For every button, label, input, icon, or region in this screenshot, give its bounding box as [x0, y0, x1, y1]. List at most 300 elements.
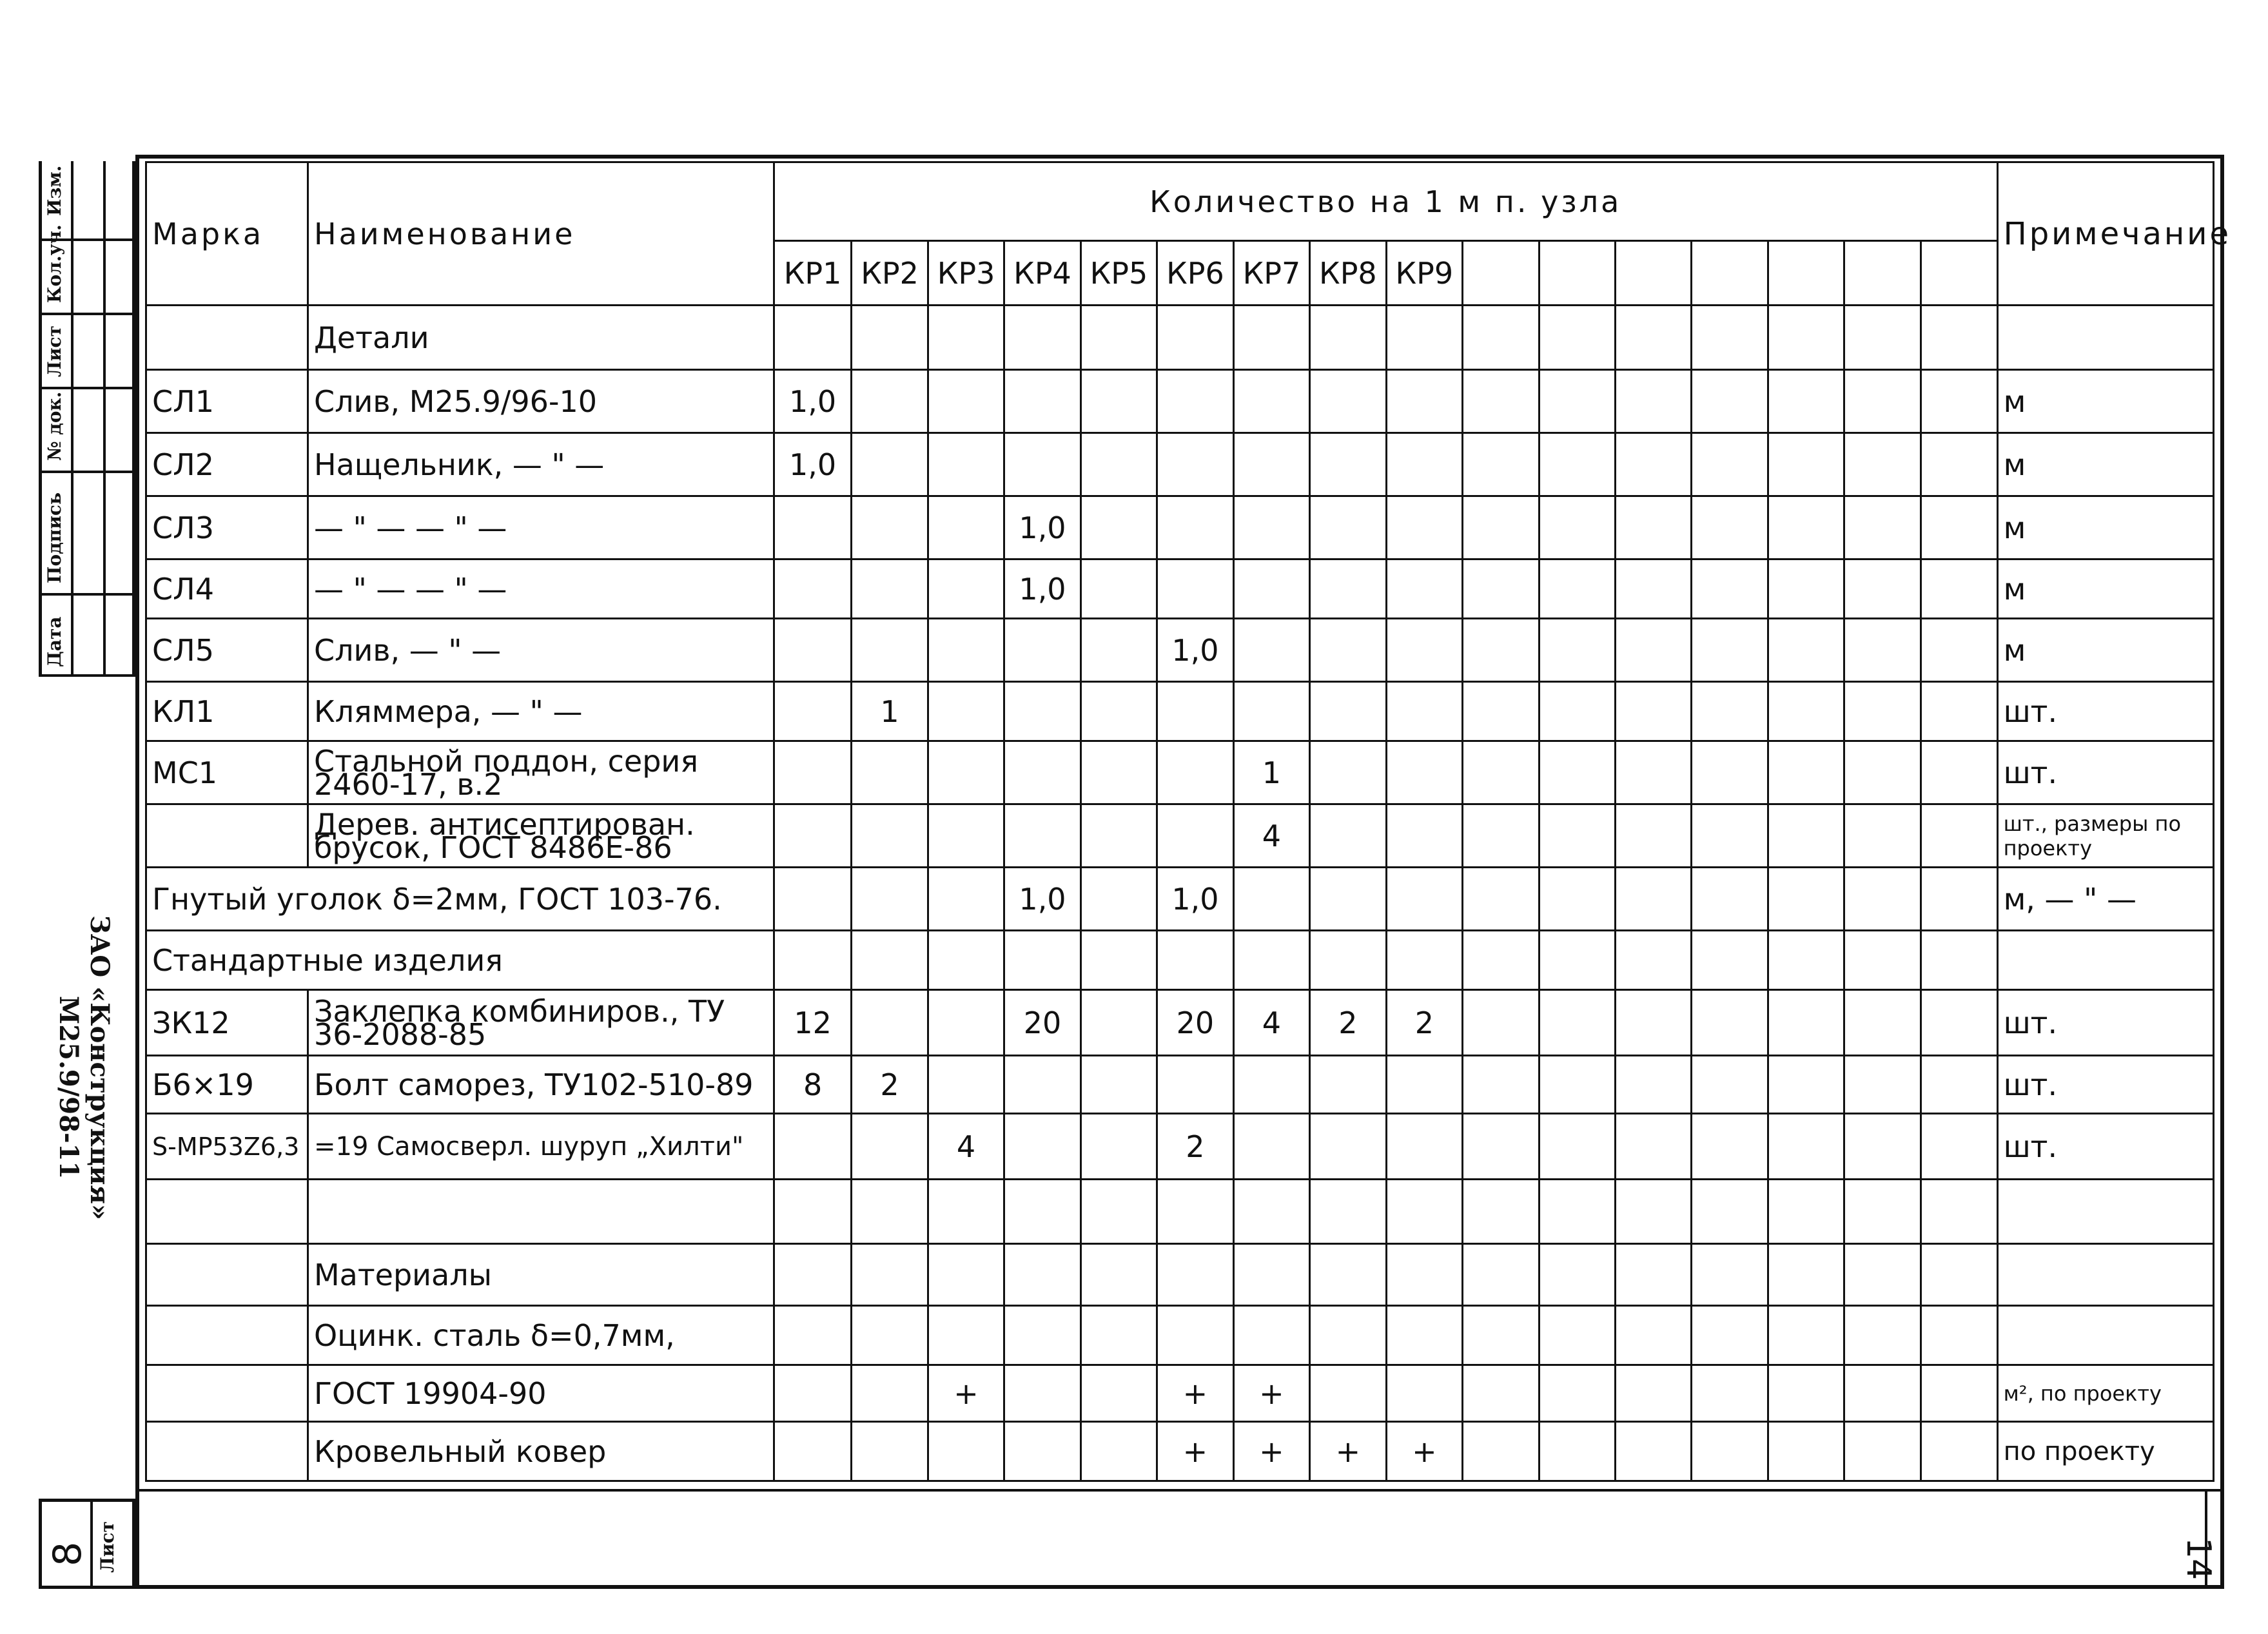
- cell-qty: [1463, 931, 1539, 990]
- cell-marka: [146, 1306, 308, 1365]
- cell-marka: Гнутый уголок δ=2мм, ГОСТ 103-76.: [146, 868, 774, 931]
- cell-qty: [1539, 682, 1615, 741]
- cell-qty: [1386, 868, 1462, 931]
- frame-bottom-band: [135, 1489, 2224, 1492]
- table-row: [146, 990, 2214, 1056]
- cell-name: Материалы: [308, 1244, 774, 1306]
- cell-qty: [1386, 433, 1462, 496]
- cell-qty: [1921, 1114, 1997, 1180]
- cell-qty: [1539, 931, 1615, 990]
- cell-note: м, — " —: [1997, 868, 2213, 931]
- cell-marka: СЛ1: [146, 370, 308, 433]
- cell-qty: [1768, 741, 1844, 804]
- cell-qty: [1310, 868, 1386, 931]
- cell-note: по проекту: [1997, 1422, 2213, 1481]
- table-row: [146, 868, 2214, 931]
- cell-qty: 1,0: [1004, 496, 1080, 559]
- cell-qty: [774, 559, 851, 619]
- cell-qty: [852, 1365, 928, 1422]
- table-row: [146, 559, 2214, 619]
- cell-qty: [1386, 682, 1462, 741]
- cell-qty: [928, 682, 1004, 741]
- cell-qty: 4: [1233, 990, 1309, 1056]
- cell-qty: [1080, 559, 1157, 619]
- cell-qty: [1080, 931, 1157, 990]
- table-row: [146, 804, 2214, 868]
- cell-qty: [1386, 1114, 1462, 1180]
- cell-qty: [774, 619, 851, 682]
- cell-qty: [1768, 804, 1844, 868]
- cell-qty: [1844, 931, 1921, 990]
- cell-note: шт.: [1997, 1114, 2213, 1180]
- cell-marka: [146, 1422, 308, 1481]
- cell-qty: [1310, 1114, 1386, 1180]
- cell-name: Нащельник, — " —: [308, 433, 774, 496]
- cell-qty: [1157, 804, 1233, 868]
- cell-qty: 2: [1386, 990, 1462, 1056]
- table-row: [146, 682, 2214, 741]
- cell-qty: [1844, 990, 1921, 1056]
- cell-qty: [1844, 1114, 1921, 1180]
- cell-qty: [1157, 433, 1233, 496]
- cell-qty: [1539, 1422, 1615, 1481]
- table-row: [146, 496, 2214, 559]
- cell-name: Слив, — " —: [308, 619, 774, 682]
- cell-qty: [1004, 1244, 1080, 1306]
- cell-qty: 1,0: [774, 433, 851, 496]
- cell-name: [308, 1180, 774, 1244]
- cell-qty: [774, 931, 851, 990]
- cell-qty: [774, 1306, 851, 1365]
- cell-qty: [852, 496, 928, 559]
- cell-qty: [1844, 868, 1921, 931]
- cell-qty: [1768, 433, 1844, 496]
- table-row: [146, 1114, 2214, 1180]
- page-number: 14: [2179, 1537, 2218, 1581]
- cell-qty: [1310, 804, 1386, 868]
- cell-note: м: [1997, 619, 2213, 682]
- cell-qty: [1310, 619, 1386, 682]
- cell-qty: [1692, 1114, 1768, 1180]
- cell-qty: 2: [852, 1056, 928, 1114]
- cell-qty: [1768, 306, 1844, 370]
- header-kolichestvo: Количество на 1 м п. узла: [774, 162, 1997, 241]
- cell-note: [1997, 931, 2213, 990]
- cell-marka: СЛ5: [146, 619, 308, 682]
- cell-qty: [1157, 1180, 1233, 1244]
- cell-qty: [1768, 990, 1844, 1056]
- cell-qty: [1080, 1114, 1157, 1180]
- cell-qty: [1463, 868, 1539, 931]
- cell-qty: [852, 990, 928, 1056]
- cell-qty: [1386, 559, 1462, 619]
- cell-qty: [1004, 619, 1080, 682]
- cell-qty: [1692, 306, 1768, 370]
- cell-qty: [1539, 496, 1615, 559]
- cell-qty: [1539, 433, 1615, 496]
- cell-marka: СЛ3: [146, 496, 308, 559]
- header-kr-9: КР9: [1386, 241, 1462, 306]
- cell-qty: [1921, 931, 1997, 990]
- cell-qty: 8: [774, 1056, 851, 1114]
- cell-qty: [928, 1422, 1004, 1481]
- cell-qty: [852, 1114, 928, 1180]
- cell-name: =19 Самосверл. шуруп „Хилти": [308, 1114, 774, 1180]
- cell-qty: [1616, 1422, 1692, 1481]
- cell-qty: [1157, 741, 1233, 804]
- cell-qty: 2: [1310, 990, 1386, 1056]
- cell-qty: [1157, 1244, 1233, 1306]
- cell-qty: 1,0: [1157, 619, 1233, 682]
- cell-note: [1997, 1180, 2213, 1244]
- cell-marka: [146, 804, 308, 868]
- cell-qty: [1692, 1180, 1768, 1244]
- header-kr-7: КР7: [1233, 241, 1309, 306]
- cell-qty: [1768, 868, 1844, 931]
- cell-qty: [1080, 1056, 1157, 1114]
- cell-qty: [1844, 496, 1921, 559]
- cell-qty: [1768, 1180, 1844, 1244]
- cell-qty: +: [1233, 1422, 1309, 1481]
- cell-qty: [1080, 990, 1157, 1056]
- cell-qty: [1004, 433, 1080, 496]
- cell-qty: [1310, 1180, 1386, 1244]
- cell-qty: [1080, 741, 1157, 804]
- stamp-label-kol-uch: Кол.уч.: [44, 224, 65, 303]
- cell-name: Детали: [308, 306, 774, 370]
- cell-qty: [852, 931, 928, 990]
- cell-qty: [1616, 496, 1692, 559]
- table-body: [146, 306, 2214, 1481]
- cell-qty: [1463, 990, 1539, 1056]
- cell-qty: [1921, 559, 1997, 619]
- cell-qty: [1539, 1306, 1615, 1365]
- cell-qty: [1921, 804, 1997, 868]
- cell-note: м: [1997, 370, 2213, 433]
- cell-qty: [1233, 370, 1309, 433]
- cell-qty: [1080, 1306, 1157, 1365]
- cell-marka: [146, 1180, 308, 1244]
- cell-qty: [1844, 741, 1921, 804]
- cell-qty: [1616, 804, 1692, 868]
- cell-qty: [1157, 370, 1233, 433]
- cell-qty: 1: [852, 682, 928, 741]
- cell-marka: СЛ4: [146, 559, 308, 619]
- cell-qty: [1692, 370, 1768, 433]
- cell-qty: [928, 433, 1004, 496]
- cell-qty: [852, 306, 928, 370]
- table-row: [146, 1244, 2214, 1306]
- cell-qty: [1386, 741, 1462, 804]
- cell-qty: [1463, 1422, 1539, 1481]
- cell-qty: [1692, 1422, 1768, 1481]
- cell-qty: 1,0: [1157, 868, 1233, 931]
- cell-qty: [1310, 496, 1386, 559]
- cell-qty: [1157, 559, 1233, 619]
- cell-qty: [1539, 1056, 1615, 1114]
- cell-qty: [1233, 868, 1309, 931]
- cell-qty: [928, 990, 1004, 1056]
- cell-qty: [1080, 804, 1157, 868]
- cell-qty: [1921, 741, 1997, 804]
- cell-qty: [1310, 1056, 1386, 1114]
- cell-qty: [1233, 619, 1309, 682]
- cell-qty: [1463, 1306, 1539, 1365]
- cell-qty: [852, 1422, 928, 1481]
- cell-qty: [1004, 931, 1080, 990]
- cell-qty: [1539, 1244, 1615, 1306]
- cell-qty: [1310, 931, 1386, 990]
- cell-note: шт.: [1997, 1056, 2213, 1114]
- cell-qty: 1,0: [1004, 559, 1080, 619]
- cell-qty: [852, 868, 928, 931]
- cell-qty: [1233, 1244, 1309, 1306]
- cell-qty: [1157, 306, 1233, 370]
- table-row: [146, 1306, 2214, 1365]
- cell-qty: [1692, 1244, 1768, 1306]
- cell-qty: [1463, 804, 1539, 868]
- stamp-label-n-dok: № док.: [44, 391, 65, 461]
- cell-note: м: [1997, 496, 2213, 559]
- cell-qty: [1616, 619, 1692, 682]
- cell-qty: [1463, 1114, 1539, 1180]
- cell-qty: [1004, 1056, 1080, 1114]
- cell-note: м: [1997, 433, 2213, 496]
- cell-qty: +: [1157, 1422, 1233, 1481]
- cell-qty: [1921, 868, 1997, 931]
- cell-name: ГОСТ 19904-90: [308, 1365, 774, 1422]
- cell-qty: [774, 1244, 851, 1306]
- cell-qty: [852, 559, 928, 619]
- cell-qty: [1233, 682, 1309, 741]
- cell-qty: [1616, 1306, 1692, 1365]
- cell-qty: +: [1386, 1422, 1462, 1481]
- cell-qty: [1539, 370, 1615, 433]
- cell-marka: МС1: [146, 741, 308, 804]
- cell-qty: [1921, 1365, 1997, 1422]
- cell-qty: +: [1157, 1365, 1233, 1422]
- cell-qty: [1539, 559, 1615, 619]
- cell-qty: [1844, 1306, 1921, 1365]
- cell-qty: [774, 741, 851, 804]
- cell-qty: [1692, 931, 1768, 990]
- cell-qty: [928, 306, 1004, 370]
- cell-note: [1997, 1244, 2213, 1306]
- cell-name: Слив, М25.9/96-10: [308, 370, 774, 433]
- cell-qty: 20: [1157, 990, 1233, 1056]
- cell-qty: [1692, 433, 1768, 496]
- cell-marka: Б6×19: [146, 1056, 308, 1114]
- doc-code: М25.9/98-11: [54, 996, 84, 1180]
- cell-qty: [1692, 741, 1768, 804]
- cell-qty: [1157, 1306, 1233, 1365]
- cell-qty: [1692, 619, 1768, 682]
- cell-qty: [1921, 1306, 1997, 1365]
- cell-name: Кляммера, — " —: [308, 682, 774, 741]
- header-primechanie: Примечание: [1997, 162, 2213, 306]
- cell-qty: [1692, 1306, 1768, 1365]
- cell-qty: [1539, 1365, 1615, 1422]
- cell-qty: [1616, 559, 1692, 619]
- cell-qty: [1768, 1365, 1844, 1422]
- cell-name: — " — — " —: [308, 559, 774, 619]
- cell-qty: [1844, 804, 1921, 868]
- cell-qty: [1386, 931, 1462, 990]
- cell-qty: [1768, 1244, 1844, 1306]
- header-kr-5: КР5: [1080, 241, 1157, 306]
- header-kr-empty: [1768, 241, 1844, 306]
- cell-qty: [928, 931, 1004, 990]
- cell-qty: [1157, 682, 1233, 741]
- cell-qty: [1233, 1114, 1309, 1180]
- cell-qty: [1463, 370, 1539, 433]
- cell-qty: [1844, 1365, 1921, 1422]
- header-kr-4: КР4: [1004, 241, 1080, 306]
- cell-qty: [1310, 306, 1386, 370]
- table-row: [146, 306, 2214, 370]
- cell-qty: [852, 741, 928, 804]
- cell-qty: [1616, 931, 1692, 990]
- cell-qty: [1921, 682, 1997, 741]
- cell-qty: [1921, 1244, 1997, 1306]
- header-kr-6: КР6: [1157, 241, 1233, 306]
- cell-qty: [1921, 1056, 1997, 1114]
- cell-qty: [928, 741, 1004, 804]
- cell-qty: [1616, 990, 1692, 1056]
- header-kr-empty: [1539, 241, 1615, 306]
- cell-qty: [774, 496, 851, 559]
- cell-qty: [1463, 306, 1539, 370]
- cell-qty: [1233, 559, 1309, 619]
- cell-qty: [1844, 370, 1921, 433]
- table-row: [146, 619, 2214, 682]
- cell-qty: [1844, 1180, 1921, 1244]
- cell-qty: [1004, 1365, 1080, 1422]
- cell-qty: [1844, 682, 1921, 741]
- cell-qty: [852, 1306, 928, 1365]
- cell-qty: [1004, 370, 1080, 433]
- cell-qty: [1616, 1244, 1692, 1306]
- cell-qty: [1386, 1244, 1462, 1306]
- cell-qty: [1616, 1114, 1692, 1180]
- cell-qty: [1386, 1306, 1462, 1365]
- cell-name: Заклепка комбиниров., ТУ 36-2088-85: [308, 990, 774, 1056]
- cell-note: шт.: [1997, 682, 2213, 741]
- cell-qty: [1463, 741, 1539, 804]
- table-row: [146, 370, 2214, 433]
- cell-qty: [1463, 496, 1539, 559]
- cell-name: Болт саморез, ТУ102-510-89: [308, 1056, 774, 1114]
- cell-qty: [1004, 804, 1080, 868]
- cell-qty: [1844, 1422, 1921, 1481]
- cell-qty: [1539, 1114, 1615, 1180]
- cell-qty: [1539, 804, 1615, 868]
- cell-qty: [1768, 1056, 1844, 1114]
- cell-qty: [1844, 1244, 1921, 1306]
- cell-qty: [1539, 1180, 1615, 1244]
- cell-qty: [1692, 559, 1768, 619]
- cell-qty: [1616, 433, 1692, 496]
- cell-qty: +: [1310, 1422, 1386, 1481]
- cell-qty: [1004, 1114, 1080, 1180]
- cell-qty: [1080, 433, 1157, 496]
- cell-qty: [1844, 306, 1921, 370]
- header-kr-empty: [1844, 241, 1921, 306]
- cell-note: [1997, 306, 2213, 370]
- cell-qty: [852, 619, 928, 682]
- cell-qty: [1921, 433, 1997, 496]
- cell-qty: [1616, 682, 1692, 741]
- cell-qty: [1310, 682, 1386, 741]
- cell-qty: [1616, 1056, 1692, 1114]
- cell-qty: [928, 559, 1004, 619]
- cell-note: шт.: [1997, 990, 2213, 1056]
- cell-marka: Стандартные изделия: [146, 931, 774, 990]
- cell-qty: [1233, 306, 1309, 370]
- cell-qty: [774, 1365, 851, 1422]
- cell-qty: [1386, 496, 1462, 559]
- cell-qty: [852, 1244, 928, 1306]
- cell-qty: [774, 1114, 851, 1180]
- header-kr-3: КР3: [928, 241, 1004, 306]
- cell-qty: [774, 1422, 851, 1481]
- cell-qty: [1386, 370, 1462, 433]
- cell-qty: [1386, 1056, 1462, 1114]
- cell-qty: [1463, 1365, 1539, 1422]
- cell-marka: [146, 306, 308, 370]
- cell-qty: [1921, 370, 1997, 433]
- cell-note: шт.: [1997, 741, 2213, 804]
- table-row: [146, 433, 2214, 496]
- cell-qty: [1692, 682, 1768, 741]
- cell-qty: [1921, 1180, 1997, 1244]
- cell-qty: [1844, 559, 1921, 619]
- cell-marka: S-MP53Z6,3: [146, 1114, 308, 1180]
- cell-qty: [1844, 433, 1921, 496]
- cell-qty: [1080, 306, 1157, 370]
- cell-qty: [1616, 1365, 1692, 1422]
- cell-qty: [774, 682, 851, 741]
- cell-qty: [1768, 559, 1844, 619]
- cell-qty: [774, 306, 851, 370]
- cell-qty: [1233, 433, 1309, 496]
- cell-qty: [1080, 682, 1157, 741]
- cell-qty: [1233, 1056, 1309, 1114]
- cell-qty: [1157, 931, 1233, 990]
- cell-qty: 4: [1233, 804, 1309, 868]
- cell-marka: [146, 1365, 308, 1422]
- cell-name: Оцинк. сталь δ=0,7мм,: [308, 1306, 774, 1365]
- cell-qty: [1921, 1422, 1997, 1481]
- cell-marka: СЛ2: [146, 433, 308, 496]
- cell-qty: [1921, 990, 1997, 1056]
- cell-qty: [1233, 496, 1309, 559]
- header-kr-1: КР1: [774, 241, 851, 306]
- cell-qty: +: [1233, 1365, 1309, 1422]
- cell-qty: [1080, 619, 1157, 682]
- cell-qty: [1080, 1180, 1157, 1244]
- cell-qty: [928, 1244, 1004, 1306]
- cell-name: Стальной поддон, серия 2460-17, в.2: [308, 741, 774, 804]
- cell-qty: [1539, 306, 1615, 370]
- cell-qty: [1386, 1180, 1462, 1244]
- cell-qty: [1386, 804, 1462, 868]
- cell-qty: [1004, 306, 1080, 370]
- table-row: [146, 741, 2214, 804]
- cell-qty: [928, 1056, 1004, 1114]
- cell-qty: [1768, 619, 1844, 682]
- cell-qty: [1310, 370, 1386, 433]
